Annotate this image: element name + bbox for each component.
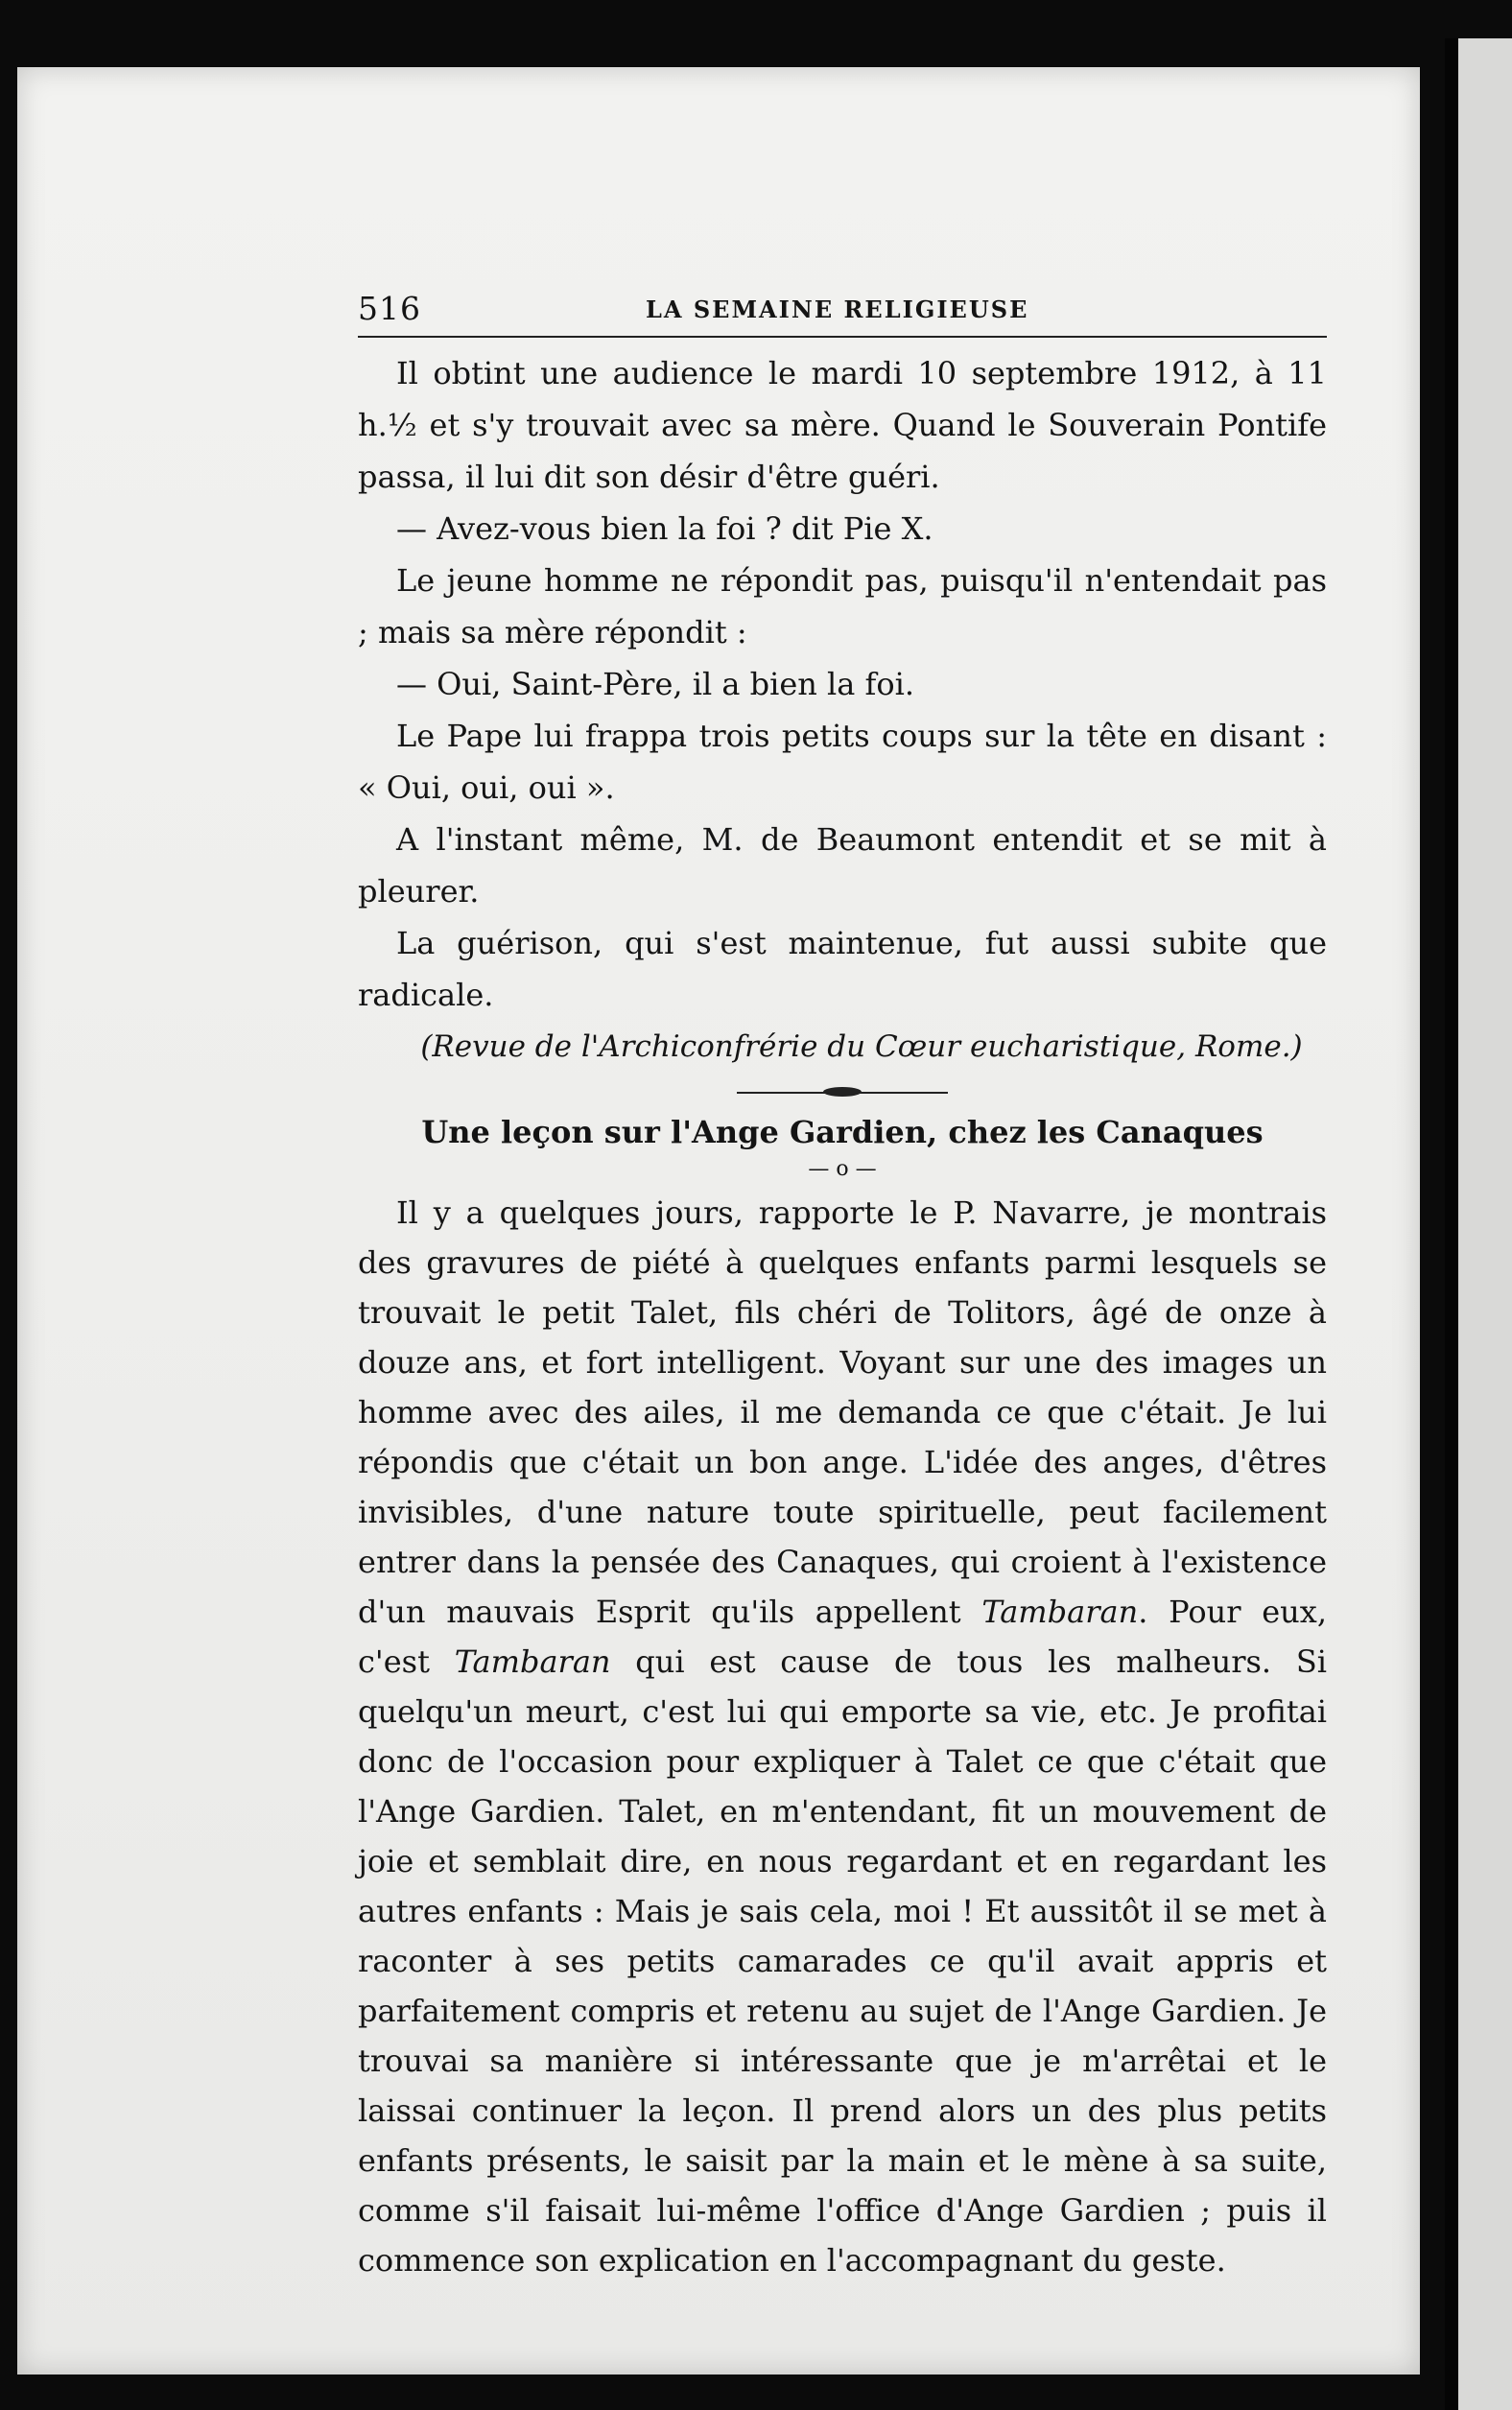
title-separator: — o — — [808, 1157, 877, 1181]
running-title: LA SEMAINE RELIGIEUSE — [646, 295, 1029, 323]
page-number: 516 — [358, 290, 421, 327]
paragraph: Il obtint une audience le mardi 10 septembre 1912, à 11 h.½ et s'y trouvait avec sa mère. Quand le Souverain Pontife passa, il lui dit son désir d'être guéri. — [358, 355, 1327, 495]
paragraph — [358, 1188, 1327, 2285]
source-citation: (Revue de l'Archiconfrérie du Cœur eucharistique, Rome.) — [420, 1029, 1303, 1064]
section-divider-ornament — [737, 1086, 948, 1099]
paragraph: A l'instant même, M. de Beaumont entendit et se mit à pleurer. — [358, 821, 1327, 910]
page-content — [358, 290, 1327, 2285]
text-run: Il y a quelques jours, rapporte le P. Navarre, je montrais des gravures de piété à quelques enfants parmi lesquels se trouvait le petit Talet, fils chéri de Tolitors, âgé de onze à douze ans, et fort intelligent. Voyant sur une des images un homme avec des ailes, il me demanda ce que c'était. Je lui répondis que c'était un bon ange. L'idée des anges, d'êtres invisibles, d'une nature toute spirituelle, peut facilement entrer dans la pensée des Canaques, qui croient à l'existence d'un mauvais Esprit qu'ils appellent — [358, 1194, 1327, 1630]
paragraph: Le Pape lui frappa trois petits coups sur la tête en disant : « Oui, oui, oui ». — [358, 718, 1327, 806]
italic-term: Tambaran — [981, 1594, 1139, 1630]
page-header — [358, 290, 1327, 338]
text-run: qui est cause de tous les malheurs. Si quelqu'un meurt, c'est lui qui emporte sa vie, etc. Je profitai donc de l'occasion pour expliquer à Talet ce que c'était que l'Ange Gardien. Talet, en m'entendant, fit un mouvement de joie et semblait dire, en nous regardant et en regardant les autres enfants : Mais je sais cela, moi ! Et aussitôt il se met à raconter à ses petits camarades ce qu'il avait appris et parfaitement compris et retenu au sujet de l'Ange Gardien. Je trouvai sa manière si intéressante que je m'arrêtai et le laissai continuer la leçon. Il prend alors un des plus petits enfants présents, le saisit par la main et le mène à sa suite, comme s'il faisait lui-même l'office d'Ange Gardien ; puis il commence son explication en l'accompagnant du geste. — [358, 1643, 1328, 2279]
paragraph: La guérison, qui s'est maintenue, fut aussi subite que radicale. — [358, 925, 1327, 1013]
paragraph: — Avez-vous bien la foi ? dit Pie X. — [396, 510, 933, 547]
scanned-page — [17, 67, 1420, 2375]
paragraph: — Oui, Saint-Père, il a bien la foi. — [396, 666, 915, 702]
italic-term: Tambaran — [454, 1643, 611, 1680]
adjacent-page-edge — [1445, 38, 1512, 2410]
paragraph: Le jeune homme ne répondit pas, puisqu'il n'entendait pas ; mais sa mère répondit : — [358, 562, 1327, 650]
second-article-body — [358, 1188, 1327, 2285]
first-article-body — [358, 347, 1327, 1073]
text-run: . Pour eux, c'est — [358, 1594, 1328, 1680]
article-title: Une leçon sur l'Ange Gardien, chez les Canaques — [421, 1114, 1264, 1150]
